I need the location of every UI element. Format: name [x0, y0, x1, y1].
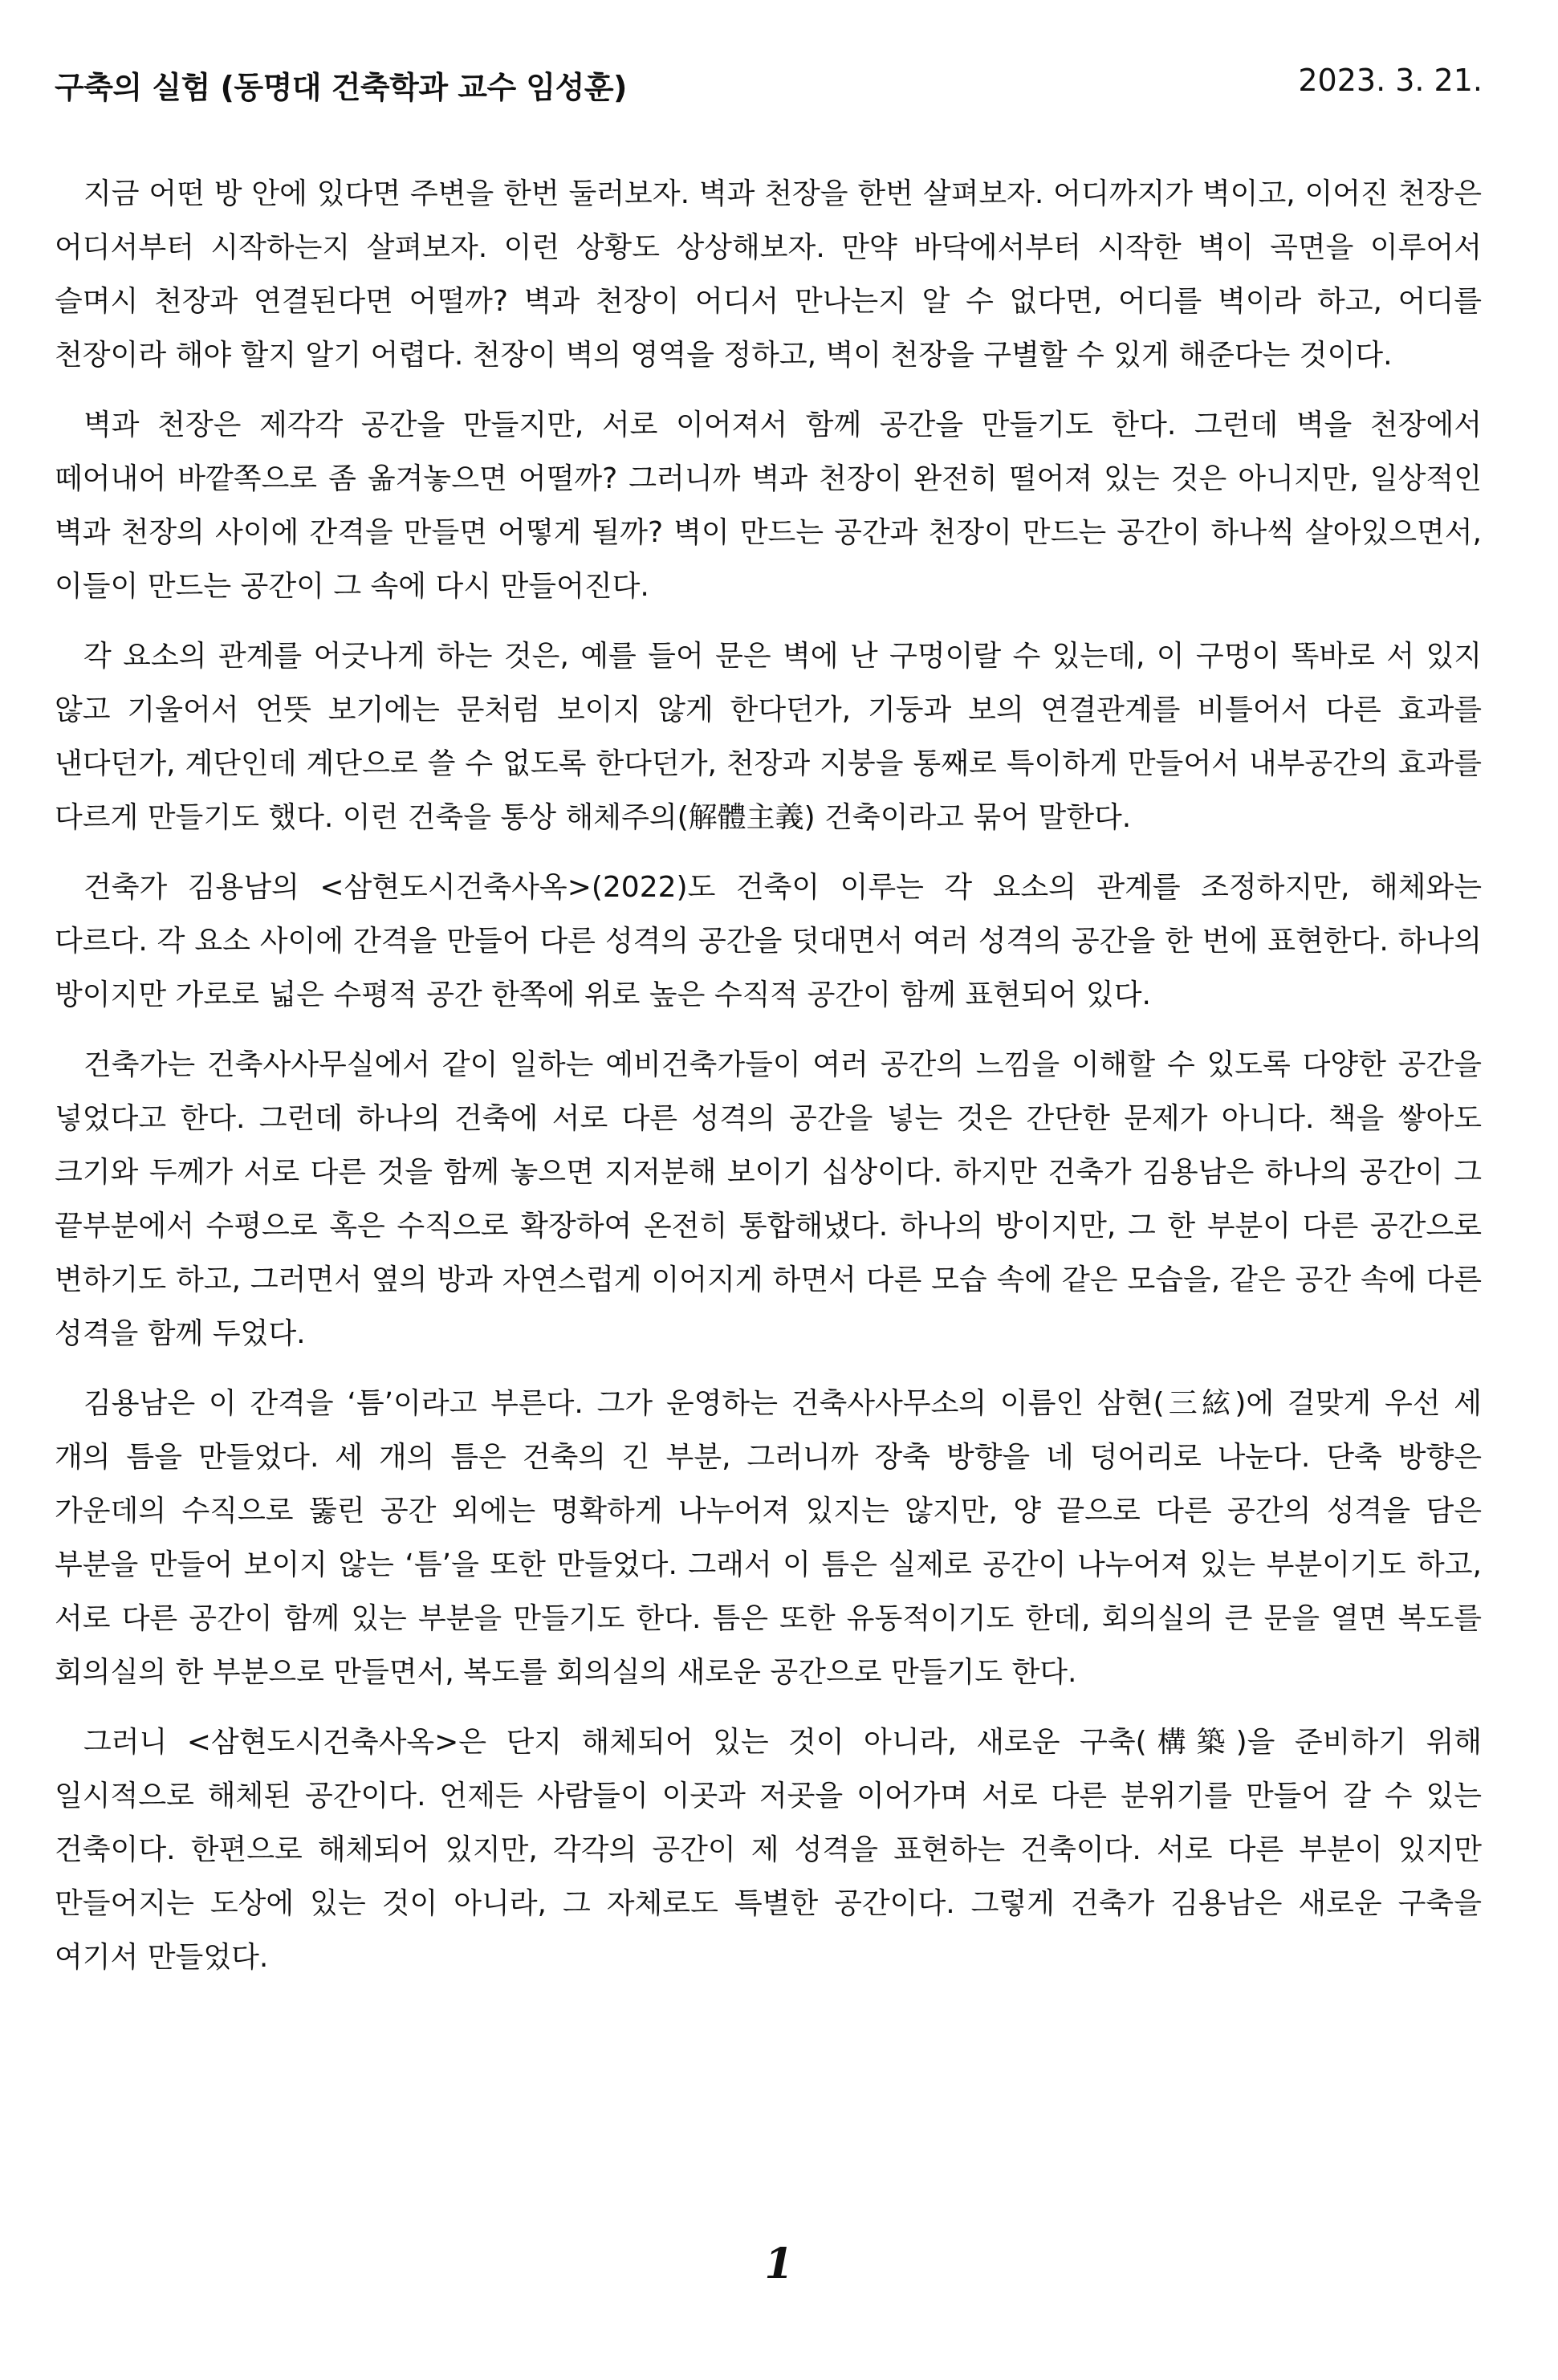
- article-body: [55, 167, 1482, 2000]
- paragraph: 벽과 천장은 제각각 공간을 만들지만, 서로 이어져서 함께 공간을 만들기도 한다. 그런데 벽을 천장에서 떼어내어 바깥쪽으로 좀 옮겨놓으면 어떨까? 그러니까 벽과 천장이 완전히 떨어져 있는 것은 아니지만, 일상적인 벽과 천장의 사이에 간격을 만들면 어떻게 될까? 벽이 만드는 공간과 천장이 만드는 공간이 하나씩 살아있으면서, 이들이 만드는 공간이 그 속에 다시 만들어진다.: [55, 409, 1482, 603]
- paragraph: 그러니 <삼현도시건축사옥>은 단지 해체되어 있는 것이 아니라, 새로운 구축(構築)을 준비하기 위해 일시적으로 해체된 공간이다. 언제든 사람들이 이곳과 저곳을 이어가며 서로 다른 분위기를 만들어 갈 수 있는 건축이다. 한편으로 해체되어 있지만, 각각의 공간이 제 성격을 표현하는 건축이다. 서로 다른 부분이 있지만 만들어지는 도상에 있는 것이 아니라, 그 자체로도 특별한 공간이다. 그렇게 건축가 김용남은 새로운 구축을 여기서 만들었다.: [55, 1726, 1482, 1974]
- paragraph: 건축가 김용남의 <삼현도시건축사옥>(2022)도 건축이 이루는 각 요소의 관계를 조정하지만, 해체와는 다르다. 각 요소 사이에 간격을 만들어 다른 성격의 공간을 덧대면서 여러 성격의 공간을 한 번에 표현한다. 하나의 방이지만 가로로 넓은 수평적 공간 한쪽에 위로 높은 수직적 공간이 함께 표현되어 있다.: [55, 871, 1482, 1011]
- paragraph: 김용남은 이 간격을 ‘틈’이라고 부른다. 그가 운영하는 건축사사무소의 이름인 삼현(三絃)에 걸맞게 우선 세 개의 틈을 만들었다. 세 개의 틈은 건축의 긴 부분, 그러니까 장축 방향을 네 덩어리로 나눈다. 단축 방향은 가운데의 수직으로 뚫린 공간 외에는 명확하게 나누어져 있지는 않지만, 양 끝으로 다른 공간의 성격을 담은 부분을 만들어 보이지 않는 ‘틈’을 또한 만들었다. 그래서 이 틈은 실제로 공간이 나누어져 있는 부분이기도 하고, 서로 다른 공간이 함께 있는 부분을 만들기도 한다. 틈은 또한 유동적이기도 한데, 회의실의 큰 문을 열면 복도를 회의실의 한 부분으로 만들면서, 복도를 회의실의 새로운 공간으로 만들기도 한다.: [55, 1387, 1482, 1689]
- document-header: [55, 63, 1483, 111]
- paragraph: 지금 어떤 방 안에 있다면 주변을 한번 둘러보자. 벽과 천장을 한번 살펴보자. 어디까지가 벽이고, 이어진 천장은 어디서부터 시작하는지 살펴보자. 이런 상황도 상상해보자. 만약 바닥에서부터 시작한 벽이 곡면을 이루어서 슬며시 천장과 연결된다면 어떨까? 벽과 천장이 어디서 만나는지 알 수 없다면, 어디를 벽이라 하고, 어디를 천장이라 해야 할지 알기 어렵다. 천장이 벽의 영역을 정하고, 벽이 천장을 구별할 수 있게 해준다는 것이다.: [55, 177, 1482, 372]
- document-date: 2023. 3. 21.: [1298, 63, 1483, 98]
- paragraph: 건축가는 건축사사무실에서 같이 일하는 예비건축가들이 여러 공간의 느낌을 이해할 수 있도록 다양한 공간을 넣었다고 한다. 그런데 하나의 건축에 서로 다른 성격의 공간을 넣는 것은 간단한 문제가 아니다. 책을 쌓아도 크기와 두께가 서로 다른 것을 함께 놓으면 지저분해 보이기 십상이다. 하지만 건축가 김용남은 하나의 공간이 그 끝부분에서 수평으로 혹은 수직으로 확장하여 온전히 통합해냈다. 하나의 방이지만, 그 한 부분이 다른 공간으로 변하기도 하고, 그러면서 옆의 방과 자연스럽게 이어지게 하면서 다른 모습 속에 같은 모습을, 같은 공간 속에 다른 성격을 함께 두었다.: [55, 1048, 1482, 1350]
- paragraph: 각 요소의 관계를 어긋나게 하는 것은, 예를 들어 문은 벽에 난 구멍이랄 수 있는데, 이 구멍이 똑바로 서 있지 않고 기울어서 언뜻 보기에는 문처럼 보이지 않게 한다던가, 기둥과 보의 연결관계를 비틀어서 다른 효과를 낸다던가, 계단인데 계단으로 쓸 수 없도록 한다던가, 천장과 지붕을 통째로 특이하게 만들어서 내부공간의 효과를 다르게 만들기도 했다. 이런 건축을 통상 해체주의(解體主義) 건축이라고 묶어 말한다.: [55, 640, 1482, 834]
- page-number: 1: [764, 2240, 794, 2288]
- document-title: 구축의 실험 (동명대 건축학과 교수 임성훈): [55, 70, 627, 105]
